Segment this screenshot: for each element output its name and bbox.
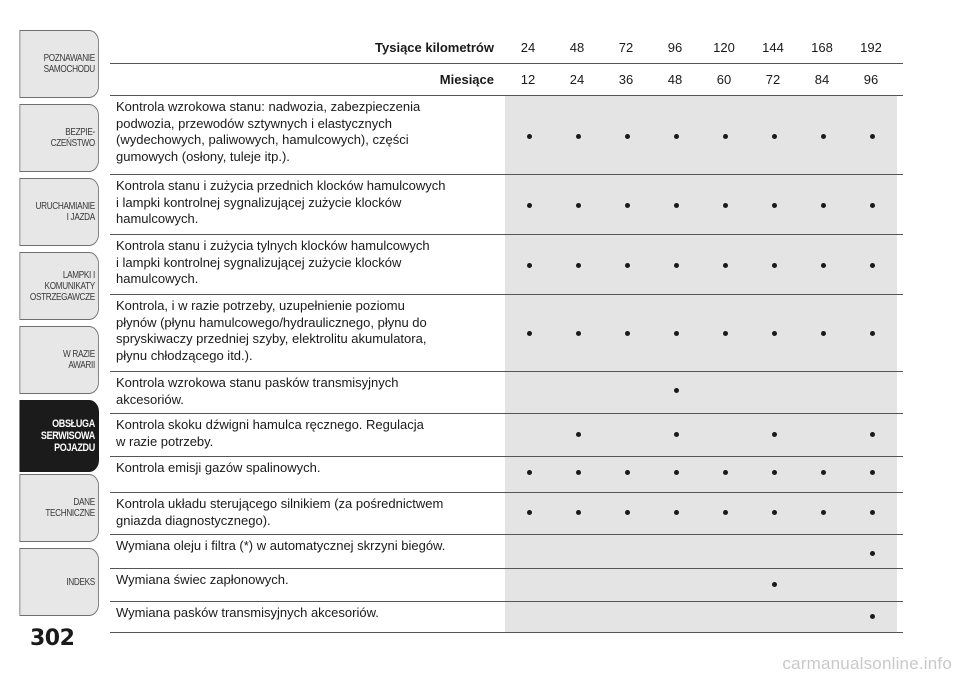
schedule-cell: [750, 372, 799, 413]
service-mark-dot: [723, 510, 728, 515]
schedule-cell: [603, 295, 652, 371]
table-row: [110, 372, 903, 414]
table-row: [110, 569, 903, 602]
schedule-cell: [701, 295, 750, 371]
service-mark-dot: [723, 263, 728, 268]
schedule-cell: [652, 372, 701, 413]
service-mark-dot: [821, 510, 826, 515]
service-mark-dot: [527, 203, 532, 208]
schedule-cell: [603, 602, 652, 632]
service-mark-dot: [821, 470, 826, 475]
schedule-cell: [505, 602, 554, 632]
service-mark-dot: [527, 263, 532, 268]
header-km-cell: 120: [713, 40, 735, 55]
service-mark-dot: [527, 510, 532, 515]
schedule-cell: [848, 602, 897, 632]
schedule-cell: [505, 535, 554, 568]
schedule-cell: [848, 535, 897, 568]
schedule-cell: [750, 235, 799, 294]
schedule-cell: [652, 493, 701, 534]
service-mark-dot: [723, 470, 728, 475]
schedule-cell: [652, 96, 701, 174]
schedule-cell: [554, 235, 603, 294]
schedule-cell: [603, 235, 652, 294]
schedule-cell: [701, 372, 750, 413]
header-month-cell: 96: [863, 72, 879, 87]
schedule-cell: [554, 569, 603, 601]
schedule-cell: [750, 493, 799, 534]
watermark: carmanualsonline.info: [782, 654, 952, 673]
service-mark-dot: [723, 331, 728, 336]
row-description: Kontrola wzrokowa stanu pasków transmisyjnych akcesoriów.: [116, 375, 399, 407]
schedule-cell: [603, 175, 652, 234]
service-mark-dot: [772, 470, 777, 475]
service-mark-dot: [821, 263, 826, 268]
service-mark-dot: [674, 510, 679, 515]
schedule-cell: [799, 96, 848, 174]
service-mark-dot: [870, 331, 875, 336]
schedule-cell: [848, 414, 897, 456]
schedule-cell: [554, 414, 603, 456]
row-description: Wymiana świec zapłonowych.: [116, 572, 289, 587]
schedule-cell: [848, 457, 897, 492]
service-mark-dot: [576, 510, 581, 515]
service-mark-dot: [674, 203, 679, 208]
service-mark-dot: [870, 203, 875, 208]
sidebar-tab[interactable]: POZNAWANIE SAMOCHODU: [19, 30, 99, 98]
schedule-cell: [701, 569, 750, 601]
schedule-cell: [701, 414, 750, 456]
schedule-cell: [505, 493, 554, 534]
header-km-cell: 24: [520, 40, 536, 55]
schedule-cell: [799, 372, 848, 413]
header-km-cell: 168: [811, 40, 833, 55]
schedule-cell: [505, 457, 554, 492]
schedule-cell: [848, 175, 897, 234]
table-row: [110, 96, 903, 175]
service-mark-dot: [527, 470, 532, 475]
schedule-cell: [750, 602, 799, 632]
service-mark-dot: [625, 263, 630, 268]
table-row: [110, 295, 903, 372]
schedule-cell: [603, 493, 652, 534]
schedule-cell: [652, 569, 701, 601]
schedule-cell: [848, 235, 897, 294]
maintenance-schedule-table: [110, 32, 903, 633]
header-km-cell: 144: [762, 40, 784, 55]
schedule-cell: [799, 295, 848, 371]
schedule-cell: [799, 493, 848, 534]
schedule-cell: [652, 295, 701, 371]
table-row: [110, 235, 903, 295]
schedule-cell: [701, 457, 750, 492]
row-description: Kontrola wzrokowa stanu: nadwozia, zabezpieczenia podwozia, przewodów sztywnych i elastycznych (wydechowych, paliwowych, hamulcowych), części gumowych (osłony, tuleje itp.).: [116, 99, 421, 164]
schedule-cell: [799, 535, 848, 568]
schedule-cell: [701, 96, 750, 174]
schedule-cell: [554, 96, 603, 174]
row-description: Wymiana oleju i filtra (*) w automatycznej skrzyni biegów.: [116, 538, 446, 553]
service-mark-dot: [772, 203, 777, 208]
header-km-cell: 192: [860, 40, 882, 55]
header-km-cell: 48: [569, 40, 585, 55]
schedule-cell: [505, 175, 554, 234]
schedule-cell: [701, 175, 750, 234]
schedule-cell: [701, 235, 750, 294]
row-description: Wymiana pasków transmisyjnych akcesoriów.: [116, 605, 379, 620]
service-mark-dot: [772, 582, 777, 587]
sidebar-tab[interactable]: W RAZIE AWARII: [19, 326, 99, 394]
schedule-cell: [505, 414, 554, 456]
service-mark-dot: [625, 470, 630, 475]
schedule-cell: [505, 96, 554, 174]
schedule-cell: [603, 414, 652, 456]
service-mark-dot: [527, 331, 532, 336]
schedule-cell: [603, 569, 652, 601]
service-mark-dot: [576, 470, 581, 475]
service-mark-dot: [821, 203, 826, 208]
header-month-cell: 72: [765, 72, 781, 87]
service-mark-dot: [821, 331, 826, 336]
service-mark-dot: [870, 614, 875, 619]
schedule-cell: [848, 96, 897, 174]
table-row: [110, 602, 903, 633]
header-month-cell: 12: [520, 72, 536, 87]
service-mark-dot: [576, 134, 581, 139]
table-row: [110, 175, 903, 235]
schedule-cell: [750, 457, 799, 492]
schedule-cell: [652, 175, 701, 234]
service-mark-dot: [772, 263, 777, 268]
service-mark-dot: [576, 331, 581, 336]
schedule-cell: [701, 535, 750, 568]
schedule-cell: [799, 602, 848, 632]
service-mark-dot: [870, 510, 875, 515]
schedule-cell: [652, 457, 701, 492]
service-mark-dot: [674, 432, 679, 437]
service-mark-dot: [821, 134, 826, 139]
schedule-cell: [701, 493, 750, 534]
schedule-cell: [750, 96, 799, 174]
schedule-cell: [848, 372, 897, 413]
header-row-months: [110, 64, 903, 96]
schedule-cell: [554, 493, 603, 534]
schedule-cell: [554, 175, 603, 234]
schedule-cell: [505, 295, 554, 371]
row-description: Kontrola stanu i zużycia przednich klocków hamulcowych i lampki kontrolnej sygnalizującej zużycie klocków hamulcowych.: [116, 178, 446, 226]
service-mark-dot: [625, 331, 630, 336]
header-month-cell: 36: [618, 72, 634, 87]
service-mark-dot: [576, 263, 581, 268]
service-mark-dot: [625, 203, 630, 208]
schedule-cell: [848, 569, 897, 601]
schedule-cell: [652, 235, 701, 294]
schedule-cell: [554, 372, 603, 413]
schedule-cell: [505, 372, 554, 413]
schedule-cell: [603, 96, 652, 174]
service-mark-dot: [772, 134, 777, 139]
service-mark-dot: [576, 432, 581, 437]
service-mark-dot: [870, 470, 875, 475]
header-month-cell: 24: [569, 72, 585, 87]
service-mark-dot: [870, 134, 875, 139]
header-row-km: [110, 32, 903, 64]
schedule-cell: [750, 535, 799, 568]
service-mark-dot: [723, 134, 728, 139]
sidebar-tab[interactable]: INDEKS: [19, 548, 99, 616]
schedule-cell: [750, 175, 799, 234]
schedule-cell: [554, 602, 603, 632]
schedule-cell: [848, 295, 897, 371]
schedule-cell: [603, 372, 652, 413]
schedule-cell: [603, 457, 652, 492]
schedule-cell: [603, 535, 652, 568]
schedule-cell: [505, 235, 554, 294]
sidebar-tab[interactable]: BEZPIE- CZEŃSTWO: [19, 104, 99, 172]
schedule-cell: [652, 602, 701, 632]
schedule-cell: [554, 457, 603, 492]
header-month-cell: 84: [814, 72, 830, 87]
schedule-cell: [750, 414, 799, 456]
row-description: Kontrola, i w razie potrzeby, uzupełnienie poziomu płynów (płynu hamulcowego/hydraulicznego, płynu do spryskiwaczy przedniej szyby, elektrolitu akumulatora, płynu chłodzącego itd.).: [116, 298, 427, 363]
service-mark-dot: [870, 551, 875, 556]
row-description: Kontrola skoku dźwigni hamulca ręcznego. Regulacja w razie potrzeby.: [116, 417, 424, 449]
service-mark-dot: [674, 134, 679, 139]
schedule-cell: [750, 295, 799, 371]
service-mark-dot: [576, 203, 581, 208]
row-description: Kontrola stanu i zużycia tylnych klocków hamulcowych i lampki kontrolnej sygnalizującej zużycie klocków hamulcowych.: [116, 238, 430, 286]
schedule-cell: [848, 493, 897, 534]
table-row: [110, 414, 903, 457]
service-mark-dot: [625, 134, 630, 139]
service-mark-dot: [772, 510, 777, 515]
row-description: Kontrola układu sterującego silnikiem (za pośrednictwem gniazda diagnostycznego).: [116, 496, 444, 528]
header-months-label: Miesiące: [439, 72, 494, 87]
service-mark-dot: [674, 470, 679, 475]
header-km-label: Tysiące kilometrów: [375, 40, 494, 55]
service-mark-dot: [527, 134, 532, 139]
service-mark-dot: [772, 331, 777, 336]
page-number: 302: [30, 626, 75, 651]
header-km-cell: 72: [618, 40, 634, 55]
sidebar-tab[interactable]: URUCHAMIANIE I JAZDA: [19, 178, 99, 246]
service-mark-dot: [674, 263, 679, 268]
table-row: [110, 535, 903, 569]
header-km-cell: 96: [667, 40, 683, 55]
sidebar-tab[interactable]: OBSŁUGA SERWISOWA POJAZDU: [19, 400, 99, 472]
schedule-cell: [652, 414, 701, 456]
service-mark-dot: [870, 432, 875, 437]
row-description: Kontrola emisji gazów spalinowych.: [116, 460, 321, 475]
schedule-cell: [799, 175, 848, 234]
service-mark-dot: [674, 388, 679, 393]
header-month-cell: 48: [667, 72, 683, 87]
service-mark-dot: [870, 263, 875, 268]
schedule-cell: [701, 602, 750, 632]
schedule-cell: [505, 569, 554, 601]
schedule-cell: [799, 569, 848, 601]
service-mark-dot: [723, 203, 728, 208]
schedule-cell: [799, 235, 848, 294]
service-mark-dot: [625, 510, 630, 515]
header-month-cell: 60: [716, 72, 732, 87]
schedule-cell: [799, 414, 848, 456]
service-mark-dot: [674, 331, 679, 336]
schedule-cell: [554, 295, 603, 371]
schedule-cell: [799, 457, 848, 492]
table-row: [110, 457, 903, 493]
sidebar-tab[interactable]: LAMPKI I KOMUNIKATY OSTRZEGAWCZE: [19, 252, 99, 320]
sidebar-tab[interactable]: DANE TECHNICZNE: [19, 474, 99, 542]
table-row: [110, 493, 903, 535]
service-mark-dot: [772, 432, 777, 437]
schedule-cell: [652, 535, 701, 568]
schedule-cell: [554, 535, 603, 568]
schedule-cell: [750, 569, 799, 601]
